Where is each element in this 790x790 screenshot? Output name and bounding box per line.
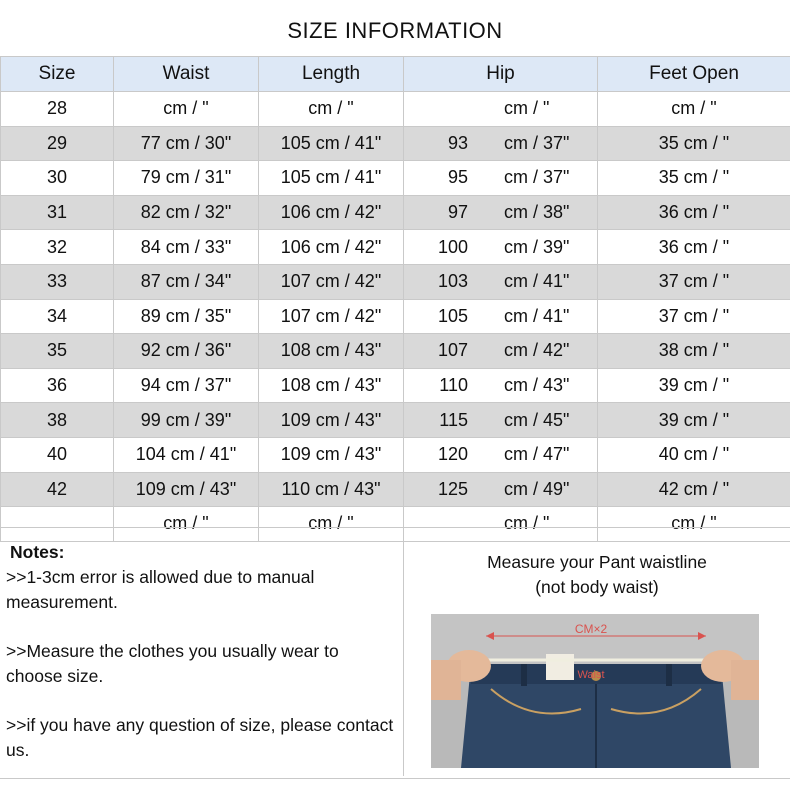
table-row bbox=[1, 334, 790, 369]
size-cell: 38 bbox=[1, 403, 114, 438]
waist-cell-text: 109 cm / 43" bbox=[135, 478, 237, 499]
feet-open-cell bbox=[598, 161, 790, 196]
hip-inch-value: cm / 37" bbox=[504, 167, 570, 188]
waist-cell bbox=[114, 368, 259, 403]
hip-cm-value: 95 bbox=[447, 167, 468, 188]
length-cell-text: cm / " bbox=[308, 98, 354, 119]
length-cell bbox=[259, 299, 404, 334]
hip-inch-value: cm / 49" bbox=[504, 478, 570, 499]
waist-cell-text: 77 cm / 30" bbox=[140, 132, 232, 153]
table-row bbox=[1, 403, 790, 438]
length-cell bbox=[259, 264, 404, 299]
hip-inch-value: cm / 42" bbox=[504, 340, 570, 361]
notes-heading: Notes: bbox=[10, 542, 65, 562]
feet-open-cell bbox=[598, 126, 790, 161]
length-cell-text: 109 cm / 43" bbox=[280, 444, 382, 465]
length-cell-text: 107 cm / 42" bbox=[280, 271, 382, 292]
size-cell: 32 bbox=[1, 230, 114, 265]
waist-label: Waist bbox=[577, 669, 605, 681]
size-cell: 33 bbox=[1, 264, 114, 299]
feet-open-cell-text: cm / " bbox=[671, 513, 717, 534]
waist-cell-text: 94 cm / 37" bbox=[140, 375, 232, 396]
waist-cell bbox=[114, 299, 259, 334]
table-row bbox=[1, 437, 790, 472]
length-cell bbox=[259, 437, 404, 472]
feet-open-cell-text: 37 cm / " bbox=[658, 271, 730, 292]
hip-cell bbox=[404, 334, 598, 369]
waist-cell-text: cm / " bbox=[163, 513, 209, 534]
waist-cell bbox=[114, 92, 259, 127]
table-header-row bbox=[1, 57, 790, 92]
feet-open-cell-text: 35 cm / " bbox=[658, 132, 730, 153]
measure-line-1: Measure your Pant waistline bbox=[487, 552, 707, 572]
waist-cell-text: 104 cm / 41" bbox=[135, 444, 237, 465]
feet-open-cell-text: 35 cm / " bbox=[658, 167, 730, 188]
feet-open-cell-text: cm / " bbox=[671, 98, 717, 119]
notes-panel bbox=[6, 540, 396, 763]
feet-open-cell-text: 36 cm / " bbox=[658, 236, 730, 257]
table-row bbox=[1, 472, 790, 507]
hip-cell bbox=[404, 264, 598, 299]
size-cell: 36 bbox=[1, 368, 114, 403]
size-cell: 34 bbox=[1, 299, 114, 334]
feet-open-cell bbox=[598, 299, 790, 334]
hip-cm-value: 93 bbox=[447, 132, 468, 153]
size-cell: 28 bbox=[1, 92, 114, 127]
hip-cell bbox=[404, 230, 598, 265]
table-row bbox=[1, 299, 790, 334]
hip-cell bbox=[404, 368, 598, 403]
length-cell bbox=[259, 230, 404, 265]
page-title: SIZE INFORMATION bbox=[287, 18, 503, 43]
size-cell: 40 bbox=[1, 437, 114, 472]
feet-open-cell-text: 37 cm / " bbox=[658, 305, 730, 326]
hip-cell bbox=[404, 299, 598, 334]
header-feet-open: Feet Open bbox=[598, 57, 790, 92]
size-table bbox=[0, 56, 790, 542]
waist-cell-text: cm / " bbox=[163, 98, 209, 119]
size-cell: 31 bbox=[1, 195, 114, 230]
hip-inch-value: cm / 47" bbox=[504, 444, 570, 465]
header-size: Size bbox=[1, 57, 114, 92]
feet-open-cell bbox=[598, 264, 790, 299]
waist-cell bbox=[114, 230, 259, 265]
table-row bbox=[1, 161, 790, 196]
waist-cell bbox=[114, 195, 259, 230]
hip-cm-value: 103 bbox=[437, 271, 468, 292]
feet-open-cell bbox=[598, 230, 790, 265]
hip-cell bbox=[404, 437, 598, 472]
hip-cm-value: 107 bbox=[437, 340, 468, 361]
hip-inch-value: cm / 41" bbox=[504, 271, 570, 292]
table-row bbox=[1, 230, 790, 265]
header-waist: Waist bbox=[114, 57, 259, 92]
waist-cell bbox=[114, 403, 259, 438]
hip-inch-value: cm / 37" bbox=[504, 132, 570, 153]
tape-label: CM×2 bbox=[574, 622, 608, 636]
hip-cm-value: 120 bbox=[437, 444, 468, 465]
length-cell bbox=[259, 92, 404, 127]
hip-cell bbox=[404, 403, 598, 438]
feet-open-cell bbox=[598, 437, 790, 472]
waist-cell-text: 82 cm / 32" bbox=[140, 202, 232, 223]
feet-open-cell bbox=[598, 403, 790, 438]
length-cell bbox=[259, 161, 404, 196]
hip-inch-value: cm / 41" bbox=[504, 305, 570, 326]
length-cell-text: 105 cm / 41" bbox=[280, 167, 382, 188]
waist-cell bbox=[114, 437, 259, 472]
waist-cell-text: 99 cm / 39" bbox=[140, 409, 232, 430]
hip-cm-value: 97 bbox=[447, 202, 468, 223]
jeans-illustration bbox=[431, 614, 759, 768]
info-section bbox=[0, 527, 790, 779]
hip-inch-value: cm / " bbox=[504, 98, 550, 119]
length-cell-text: 106 cm / 42" bbox=[280, 202, 382, 223]
size-cell: 29 bbox=[1, 126, 114, 161]
waist-cell-text: 79 cm / 31" bbox=[140, 167, 232, 188]
length-cell-text: 105 cm / 41" bbox=[280, 132, 382, 153]
table-row bbox=[1, 195, 790, 230]
table-row bbox=[1, 126, 790, 161]
measure-caption bbox=[404, 550, 790, 600]
header-length: Length bbox=[259, 57, 404, 92]
feet-open-cell bbox=[598, 472, 790, 507]
table-row bbox=[1, 264, 790, 299]
waist-cell bbox=[114, 334, 259, 369]
length-cell-text: 107 cm / 42" bbox=[280, 305, 382, 326]
waist-cell-text: 89 cm / 35" bbox=[140, 305, 232, 326]
waist-cell bbox=[114, 264, 259, 299]
waist-cell-text: 87 cm / 34" bbox=[140, 271, 232, 292]
feet-open-cell-text: 40 cm / " bbox=[658, 444, 730, 465]
feet-open-cell-text: 38 cm / " bbox=[658, 340, 730, 361]
waist-cell-text: 92 cm / 36" bbox=[140, 340, 232, 361]
hip-cell bbox=[404, 472, 598, 507]
length-cell bbox=[259, 368, 404, 403]
hip-inch-value: cm / " bbox=[504, 513, 550, 534]
hip-inch-value: cm / 38" bbox=[504, 202, 570, 223]
feet-open-cell-text: 39 cm / " bbox=[658, 375, 730, 396]
waist-cell bbox=[114, 472, 259, 507]
length-cell-text: 110 cm / 43" bbox=[281, 478, 381, 499]
note-item: >>1-3cm error is allowed due to manual measurement. bbox=[6, 567, 315, 612]
size-cell: 30 bbox=[1, 161, 114, 196]
waist-measure-photo bbox=[431, 614, 759, 768]
size-cell: 42 bbox=[1, 472, 114, 507]
length-cell bbox=[259, 472, 404, 507]
length-cell-text: 106 cm / 42" bbox=[280, 236, 382, 257]
feet-open-cell-text: 36 cm / " bbox=[658, 202, 730, 223]
feet-open-cell-text: 39 cm / " bbox=[658, 409, 730, 430]
length-cell bbox=[259, 334, 404, 369]
length-cell bbox=[259, 403, 404, 438]
hip-cm-value: 100 bbox=[437, 236, 468, 257]
length-cell-text: 108 cm / 43" bbox=[280, 375, 382, 396]
hip-inch-value: cm / 39" bbox=[504, 236, 570, 257]
hip-cm-value: 105 bbox=[437, 305, 468, 326]
hip-cell bbox=[404, 126, 598, 161]
feet-open-cell bbox=[598, 368, 790, 403]
feet-open-cell-text: 42 cm / " bbox=[658, 478, 730, 499]
table-row bbox=[1, 92, 790, 127]
table-row bbox=[1, 368, 790, 403]
feet-open-cell bbox=[598, 92, 790, 127]
feet-open-cell bbox=[598, 334, 790, 369]
length-cell-text: 108 cm / 43" bbox=[280, 340, 382, 361]
length-cell-text: cm / " bbox=[308, 513, 354, 534]
waist-cell bbox=[114, 161, 259, 196]
feet-open-cell bbox=[598, 195, 790, 230]
note-item: >>Measure the clothes you usually wear to choose size. bbox=[6, 641, 339, 686]
hip-cell bbox=[404, 195, 598, 230]
length-cell bbox=[259, 126, 404, 161]
hip-cm-value: 115 bbox=[439, 409, 468, 430]
note-item: >>if you have any question of size, please contact us. bbox=[6, 715, 394, 760]
waist-cell bbox=[114, 126, 259, 161]
length-cell bbox=[259, 195, 404, 230]
hip-cm-value: 110 bbox=[439, 375, 468, 396]
waist-cell-text: 84 cm / 33" bbox=[140, 236, 232, 257]
hip-inch-value: cm / 45" bbox=[504, 409, 570, 430]
hip-cell bbox=[404, 161, 598, 196]
hip-inch-value: cm / 43" bbox=[504, 375, 570, 396]
size-cell: 35 bbox=[1, 334, 114, 369]
hip-cm-value: 125 bbox=[437, 478, 468, 499]
length-cell-text: 109 cm / 43" bbox=[280, 409, 382, 430]
hip-cell bbox=[404, 92, 598, 127]
measure-line-2: (not body waist) bbox=[535, 577, 659, 597]
header-hip: Hip bbox=[404, 57, 598, 92]
